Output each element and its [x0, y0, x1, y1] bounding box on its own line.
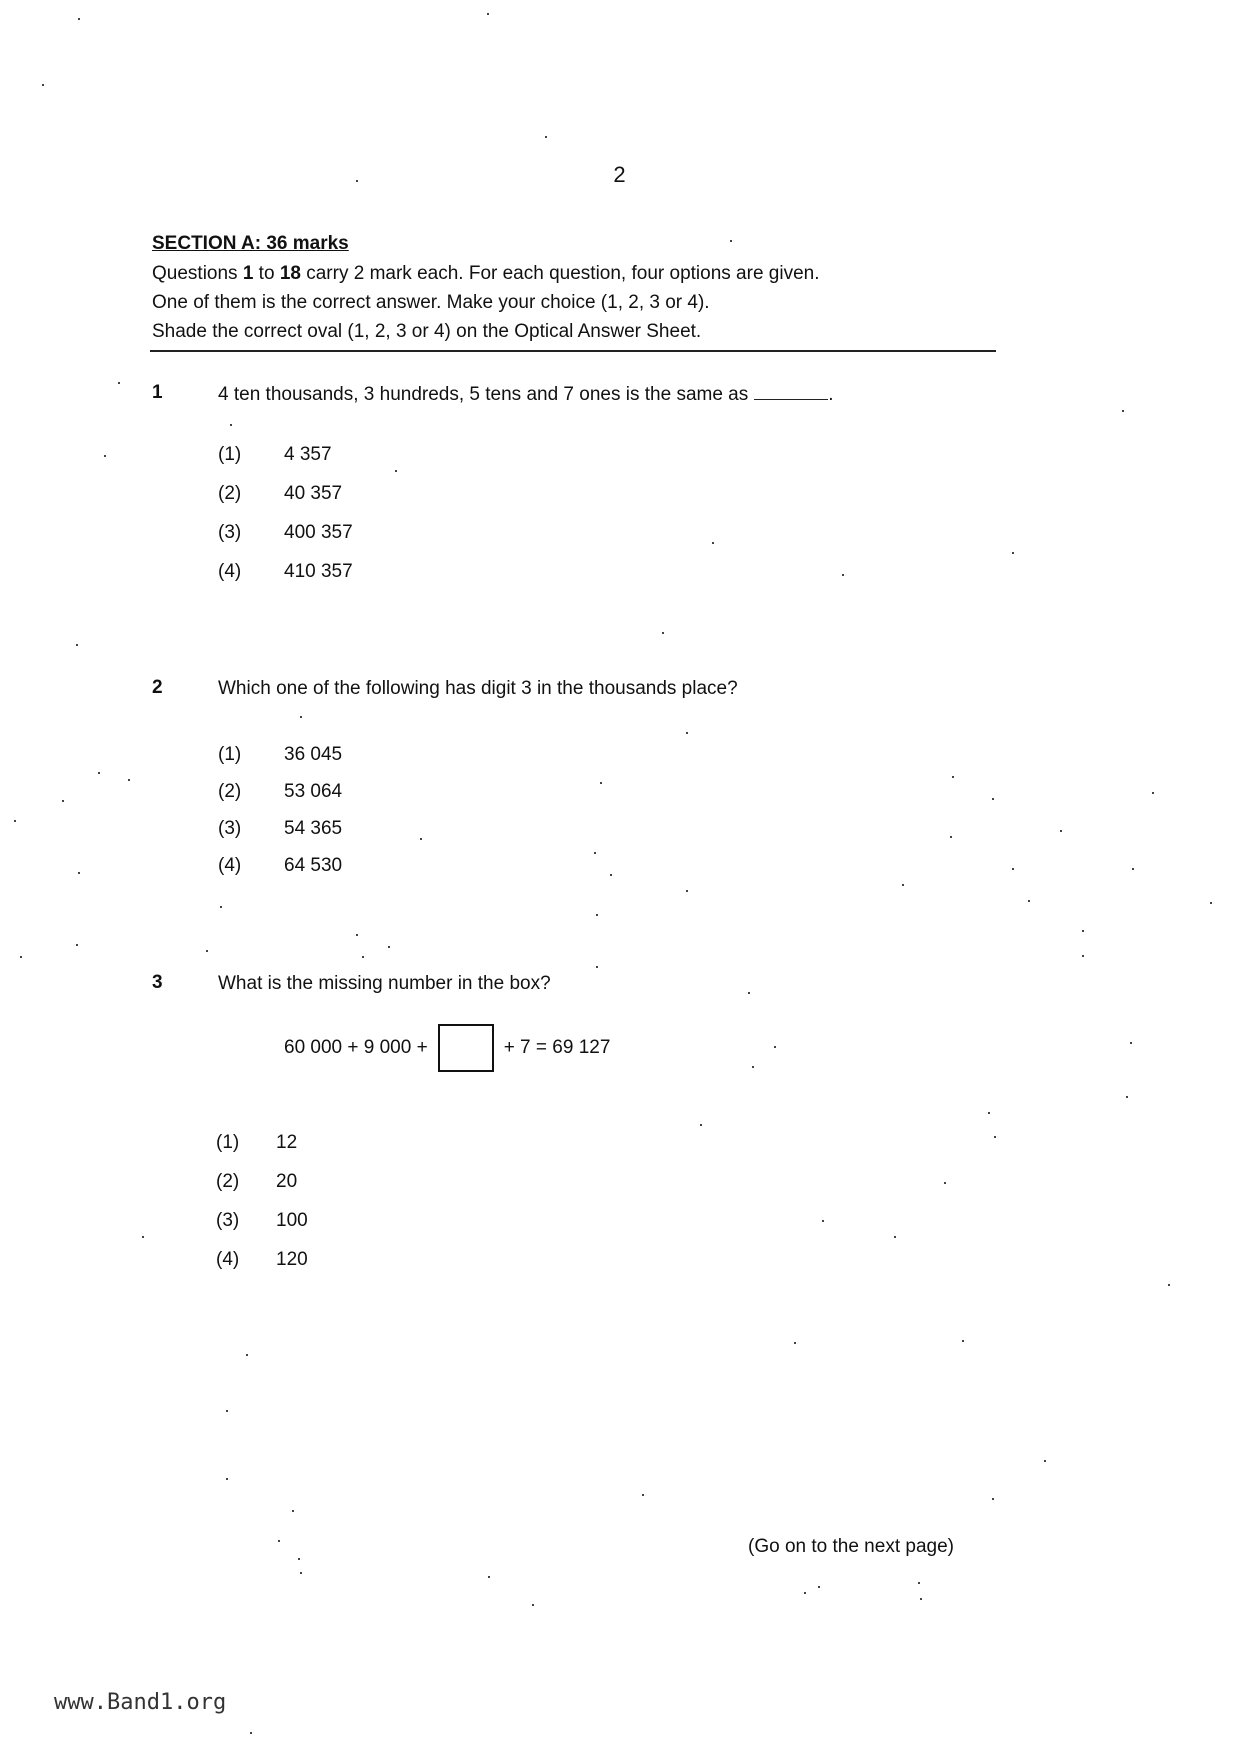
speck [594, 852, 596, 854]
speck [950, 836, 952, 838]
section-divider [150, 350, 996, 352]
question-2-option-1-label: (1) [218, 744, 242, 765]
speck [700, 1124, 702, 1126]
speck [596, 966, 598, 968]
speck [894, 1236, 896, 1238]
speck [610, 874, 612, 876]
question-2-option-3-label: (3) [218, 818, 242, 839]
speck [994, 1136, 996, 1138]
speck [988, 1112, 990, 1114]
speck [774, 1046, 776, 1048]
speck [918, 1582, 920, 1584]
question-1-option-3-label: (3) [218, 522, 242, 543]
speck [395, 470, 397, 472]
speck [300, 1572, 302, 1574]
question-2-option-4-value: 64 530 [284, 855, 343, 876]
question-2-option-2-value: 53 064 [284, 781, 343, 802]
speck [104, 455, 106, 457]
instructions-line-3: Shade the correct oval (1, 2, 3 or 4) on the Optical Answer Sheet. [152, 321, 702, 342]
watermark: www.Band1.org [54, 1690, 227, 1715]
answer-blank [754, 383, 828, 400]
speck [1152, 792, 1154, 794]
speck [78, 872, 80, 874]
question-3-option-3-value: 100 [276, 1210, 308, 1231]
page-number: 2 [613, 162, 626, 187]
speck [250, 1732, 252, 1734]
speck [842, 574, 844, 576]
speck [420, 838, 422, 840]
speck [230, 424, 232, 426]
speck [992, 1498, 994, 1500]
question-3-equation [284, 1024, 610, 1072]
speck [1168, 1284, 1170, 1286]
question-2-number: 2 [152, 677, 163, 698]
equation-right: + 7 = 69 127 [503, 1037, 611, 1058]
speck [952, 776, 954, 778]
question-3-text: What is the missing number in the box? [218, 973, 551, 994]
speck [1126, 1096, 1128, 1098]
speck [118, 382, 120, 384]
speck [42, 84, 44, 86]
question-2-text: Which one of the following has digit 3 in the thousands place? [218, 678, 738, 699]
speck [76, 944, 78, 946]
speck [1210, 902, 1212, 904]
speck [292, 1510, 294, 1512]
instructions-line-1: Questions 1 to 18 carry 2 mark each. For each question, four options are given. [152, 263, 820, 284]
instructions-line-2: One of them is the correct answer. Make your choice (1, 2, 3 or 4). [152, 292, 710, 313]
speck [356, 934, 358, 936]
missing-number-box [438, 1024, 494, 1072]
speck [748, 992, 750, 994]
question-1-option-2-label: (2) [218, 483, 242, 504]
speck [128, 779, 130, 781]
speck [300, 716, 302, 718]
speck [600, 782, 602, 784]
speck [78, 18, 80, 20]
speck [1082, 930, 1084, 932]
go-on-note: (Go on to the next page) [748, 1536, 954, 1557]
speck [487, 13, 489, 15]
question-1-option-1-value: 4 357 [284, 444, 332, 465]
speck [98, 772, 100, 774]
speck [944, 1182, 946, 1184]
question-3-option-3-label: (3) [216, 1210, 240, 1231]
question-1-option-4-value: 410 357 [284, 561, 353, 582]
question-3-option-1-value: 12 [276, 1132, 298, 1153]
question-1-option-4-label: (4) [218, 561, 242, 582]
speck [1082, 955, 1084, 957]
speck [1132, 868, 1134, 870]
speck [686, 732, 688, 734]
speck [818, 1586, 820, 1588]
speck [794, 1342, 796, 1344]
question-3-option-2-value: 20 [276, 1171, 298, 1192]
speck [76, 644, 78, 646]
speck [752, 1066, 754, 1068]
speck [1028, 900, 1030, 902]
speck [20, 956, 22, 958]
speck [1012, 868, 1014, 870]
equation-left: 60 000 + 9 000 + [284, 1037, 428, 1058]
speck [226, 1410, 228, 1412]
speck [920, 1598, 922, 1600]
question-3-option-2-label: (2) [216, 1171, 240, 1192]
speck [1044, 1460, 1046, 1462]
speck [822, 1220, 824, 1222]
speck [1130, 1042, 1132, 1044]
section-title: SECTION A: 36 marks [152, 233, 349, 254]
speck [662, 632, 664, 634]
question-2-option-3-value: 54 365 [284, 818, 343, 839]
speck [220, 906, 222, 908]
speck [532, 1604, 534, 1606]
speck [298, 1558, 300, 1560]
question-2-option-1-value: 36 045 [284, 744, 343, 765]
speck [356, 180, 358, 182]
speck [545, 136, 547, 138]
question-2-option-2-label: (2) [218, 781, 242, 802]
speck [596, 914, 598, 916]
speck [226, 1478, 228, 1480]
question-3-option-4-label: (4) [216, 1249, 240, 1270]
speck [686, 890, 688, 892]
question-1-option-2-value: 40 357 [284, 483, 343, 504]
speck [712, 542, 714, 544]
speck [206, 950, 208, 952]
speck [804, 1592, 806, 1594]
speck [642, 1494, 644, 1496]
speck [1060, 830, 1062, 832]
question-3-number: 3 [152, 972, 163, 993]
speck [992, 798, 994, 800]
question-1-text: 4 ten thousands, 3 hundreds, 5 tens and 7 ones is the same as . [218, 384, 834, 405]
speck [488, 1576, 490, 1578]
speck [278, 1540, 280, 1542]
speck [62, 800, 64, 802]
speck [246, 1354, 248, 1356]
speck [1012, 552, 1014, 554]
speck [902, 884, 904, 886]
speck [962, 1340, 964, 1342]
speck [730, 240, 732, 242]
question-1-option-3-value: 400 357 [284, 522, 353, 543]
question-3-option-1-label: (1) [216, 1132, 240, 1153]
question-2-option-4-label: (4) [218, 855, 242, 876]
speck [142, 1236, 144, 1238]
question-1-number: 1 [152, 382, 163, 403]
speck [388, 946, 390, 948]
speck [362, 956, 364, 958]
question-1-option-1-label: (1) [218, 444, 242, 465]
speck [1122, 410, 1124, 412]
question-3-option-4-value: 120 [276, 1249, 308, 1270]
speck [14, 820, 16, 822]
